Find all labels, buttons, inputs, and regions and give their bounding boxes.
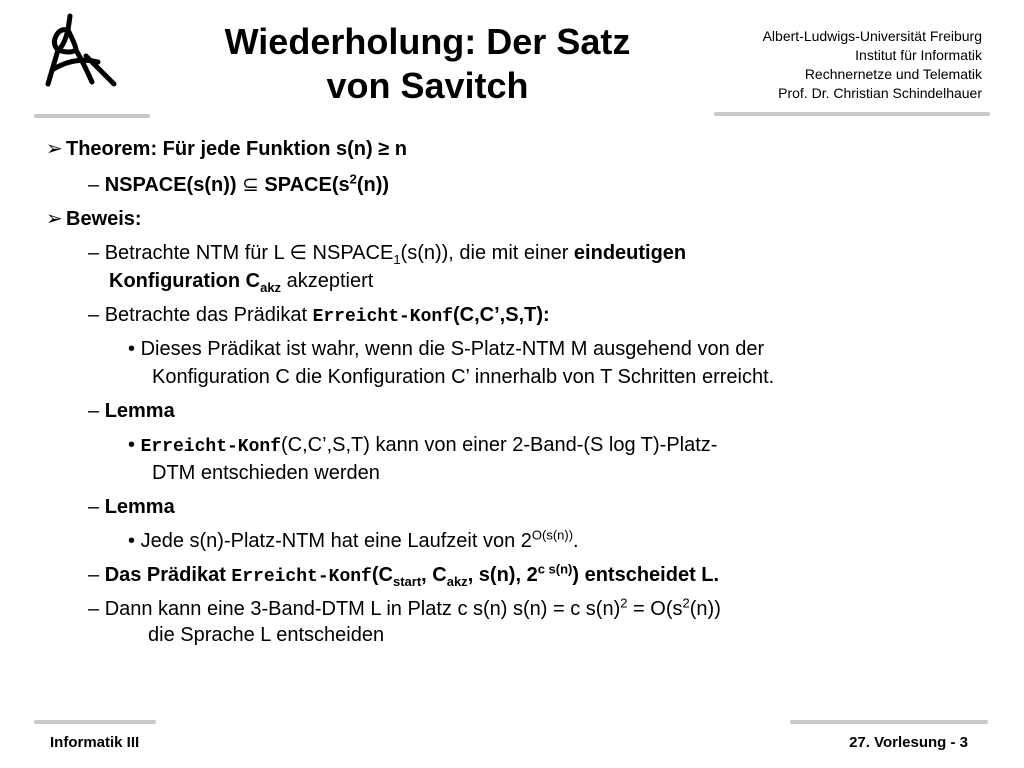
dash: –	[88, 242, 100, 264]
footer-rule-left	[34, 720, 156, 724]
dann-sup1: 2	[620, 595, 628, 611]
dash: –	[88, 304, 100, 326]
nspace-right: SPACE(s	[258, 174, 350, 196]
arrow-bullet-icon: ➢	[46, 208, 63, 230]
dash: –	[88, 564, 100, 586]
ntm-text2: NSPACE	[306, 242, 394, 264]
betrachte-praedikat-item	[88, 302, 550, 330]
ntm-bold2: Konfiguration C	[109, 270, 261, 292]
footer-left: Informatik III	[50, 734, 140, 751]
institution-chair: Rechnernetze und Telematik	[804, 66, 982, 82]
lemma1-item	[88, 398, 175, 424]
institution-professor: Prof. Dr. Christian Schindelhauer	[778, 85, 982, 101]
ntm-text1: Betrachte NTM für L	[104, 242, 290, 264]
element-symbol: ∈	[289, 242, 307, 264]
das-bold1: Das Prädikat	[104, 564, 232, 586]
institution-university: Albert-Ludwigs-Universität Freiburg	[762, 28, 982, 44]
dann-item	[88, 596, 721, 622]
ntm-text4: akzeptiert	[281, 270, 374, 292]
ntm-sub2: akz	[260, 280, 282, 295]
betrachte-ntm-item	[88, 240, 686, 266]
praedikat-text: Betrachte das Prädikat	[104, 304, 313, 326]
das-mono: Erreicht-Konf	[231, 567, 372, 587]
das-b3: , C	[421, 564, 447, 586]
jede-text: Jede s(n)-Platz-NTM hat eine Laufzeit von 2	[140, 530, 532, 552]
dann-text1: Dann kann eine 3-Band-DTM L in Platz c s(n) s(n) = c s(n)	[104, 598, 621, 620]
dann-text2: = O(s	[627, 598, 683, 620]
das-sub1: start	[392, 574, 422, 589]
nspace-item	[88, 172, 389, 198]
das-sub2: akz	[446, 574, 468, 589]
theorem-item	[46, 136, 407, 162]
dash: –	[88, 174, 100, 196]
jede-sup: O(s(n))	[531, 527, 574, 543]
beweis-text: Beweis:	[66, 208, 142, 230]
dann-text3: (n))	[689, 598, 721, 620]
institution-block	[763, 27, 982, 103]
praedikat-bold: (C,C’,S,T):	[453, 304, 550, 326]
erreicht-mono: Erreicht-Konf	[140, 437, 282, 457]
header-rule-right	[714, 112, 990, 116]
das-praedikat-item	[88, 562, 719, 590]
erreicht-line2-wrap	[152, 460, 380, 486]
dieses-line2-wrap	[152, 364, 774, 390]
erreicht-line2: DTM entschieden werden	[152, 462, 380, 484]
university-logo-icon	[30, 12, 130, 92]
ntm-text3: (s(n)), die mit einer	[400, 242, 574, 264]
dot-bullet-icon: •	[128, 338, 136, 360]
das-b2: (C	[371, 564, 393, 586]
dann-line2: die Sprache L entscheiden	[148, 624, 385, 646]
lemma2-text: Lemma	[104, 496, 175, 518]
theorem-text: Theorem: Für jede Funktion s(n) ≥ n	[66, 138, 407, 160]
institution-institute: Institut für Informatik	[855, 47, 982, 63]
nspace-sup: 2	[349, 171, 357, 187]
nspace-end: (n))	[356, 174, 390, 196]
dash: –	[88, 598, 100, 620]
beweis-item	[46, 206, 142, 232]
footer-rule-right	[790, 720, 988, 724]
praedikat-mono: Erreicht-Konf	[312, 307, 454, 327]
erreicht-bullet-item	[128, 432, 717, 460]
dann-line2-wrap	[148, 622, 384, 648]
erreicht-text: (C,C’,S,T) kann von einer 2-Band-(S log T)-Platz-	[281, 434, 718, 456]
dieses-line1: Dieses Prädikat ist wahr, wenn die S-Platz-NTM M ausgehend von der	[140, 338, 765, 360]
header-rule-left	[34, 114, 150, 118]
jede-bullet-item	[128, 528, 579, 554]
nspace-left: NSPACE(s(n))	[104, 174, 243, 196]
das-b5: ) entscheidet L.	[572, 564, 720, 586]
lemma2-item	[88, 494, 175, 520]
betrachte-ntm-line2	[109, 268, 373, 294]
dot-bullet-icon: •	[128, 530, 136, 552]
dieses-line2: Konfiguration C die Konfiguration C’ innerhalb von T Schritten erreicht.	[152, 366, 775, 388]
jede-end: .	[573, 530, 579, 552]
dash: –	[88, 400, 100, 422]
page-title	[150, 20, 705, 108]
footer-right: 27. Vorlesung - 3	[849, 734, 968, 751]
dash: –	[88, 496, 100, 518]
dot-bullet-icon: •	[128, 434, 136, 456]
subset-symbol: ⊆	[242, 174, 259, 196]
das-sup: c s(n)	[537, 561, 573, 577]
ntm-bold1: eindeutigen	[573, 242, 687, 264]
dieses-bullet-item	[128, 336, 764, 362]
lemma1-text: Lemma	[104, 400, 175, 422]
das-b4: , s(n), 2	[467, 564, 538, 586]
ntm-sub: 1	[393, 252, 401, 267]
arrow-bullet-icon: ➢	[46, 138, 63, 160]
title-line-2: von Savitch	[326, 65, 529, 106]
title-line-1: Wiederholung: Der Satz	[224, 21, 631, 62]
dann-sup2: 2	[682, 595, 690, 611]
